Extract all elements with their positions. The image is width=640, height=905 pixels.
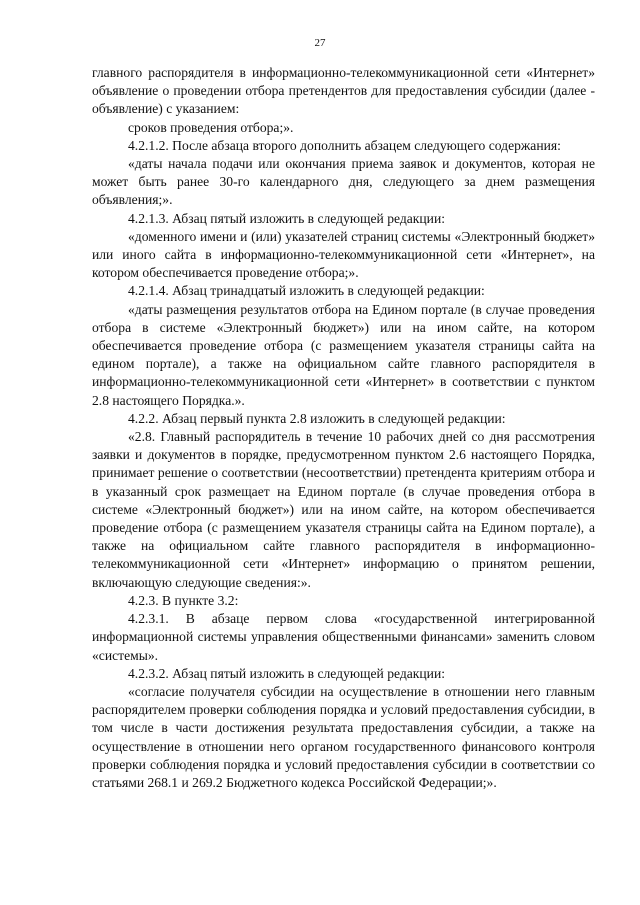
paragraph-application-dates: «даты начала подачи или окончания приема заявок и документов, которая не может быть ранее 30-го календарного дня, следующего за днем размещения объявления;». <box>92 156 595 208</box>
paragraph-clause-2-8: «2.8. Главный распорядитель в течение 10 рабочих дней со дня рассмотрения заявки и документов в порядке, предусмотренном пунктом 2.6 настоящего Порядка, принимает решение о соответствии (несоответствии) претендента критериям отбора и в указанный срок размещает на Едином портале (в случае проведения отбора в системе «Электронный бюджет») или на ином сайте, на котором обеспечивается проведение отбора (с размещением указателя страницы сайта на Едином портале), а также на официальном сайте главного распорядителя в информационно-телекоммуникационной сети «Интернет» информацию о принятом решении, включающую следующие сведения:». <box>92 429 595 590</box>
paragraph-item-4-2-3-1: 4.2.3.1. В абзаце первом слова «государственной интегрированной информационной системы управления общественными финансами» заменить словом «системы». <box>92 611 595 663</box>
paragraph-announcement-continued: главного распорядителя в информационно-телекоммуникационной сети «Интернет» объявление о проведении отбора претендентов для предоставления субсидии (далее - объявление) с указанием: <box>92 65 595 117</box>
paragraph-item-4-2-1-3: 4.2.1.3. Абзац пятый изложить в следующей редакции: <box>128 210 446 226</box>
paragraph-domain-name: «доменного имени и (или) указателей страниц системы «Электронный бюджет» или иного сайта в информационно-телекоммуникационной сети «Интернет», на котором обеспечивается проведение отбора;». <box>92 228 595 281</box>
page-number: 27 <box>314 37 326 49</box>
paragraph-item-4-2-2: 4.2.2. Абзац первый пункта 2.8 изложить в следующей редакции: <box>128 410 506 426</box>
paragraph-item-4-2-3-2: 4.2.3.2. Абзац пятый изложить в следующей редакции: <box>128 665 446 681</box>
document-body <box>92 64 595 792</box>
paragraph-item-4-2-3: 4.2.3. В пункте 3.2: <box>128 592 239 608</box>
paragraph-consent-verification: «согласие получателя субсидии на осуществление в отношении него главным распорядителем проверки соблюдения порядка и условий предоставления субсидии, в том числе в части достижения результата предоставления субсидии, а также на осуществление в отношении него органом государственного финансового контроля проверки соблюдения порядка и условий предоставления субсидии в соответствии со статьями 268.1 и 269.2 Бюджетного кодекса Российской Федерации;». <box>92 683 595 790</box>
paragraph-results-dates: «даты размещения результатов отбора на Едином портале (в случае проведения отбора в системе «Электронный бюджет») или на ином сайте, на котором обеспечивается проведение отбора (с размещением указателя страницы сайта на едином портале), а также на официальном сайте главного распорядителя в информационно-телекоммуникационной сети «Интернет» в соответствии с пунктом 2.8 настоящего Порядка.». <box>92 301 595 408</box>
paragraph-item-4-2-1-4: 4.2.1.4. Абзац тринадцатый изложить в следующей редакции: <box>128 283 485 299</box>
paragraph-item-4-2-1-2: 4.2.1.2. После абзаца второго дополнить абзацем следующего содержания: <box>128 137 561 153</box>
paragraph-selection-deadlines: сроков проведения отбора;». <box>128 119 294 135</box>
